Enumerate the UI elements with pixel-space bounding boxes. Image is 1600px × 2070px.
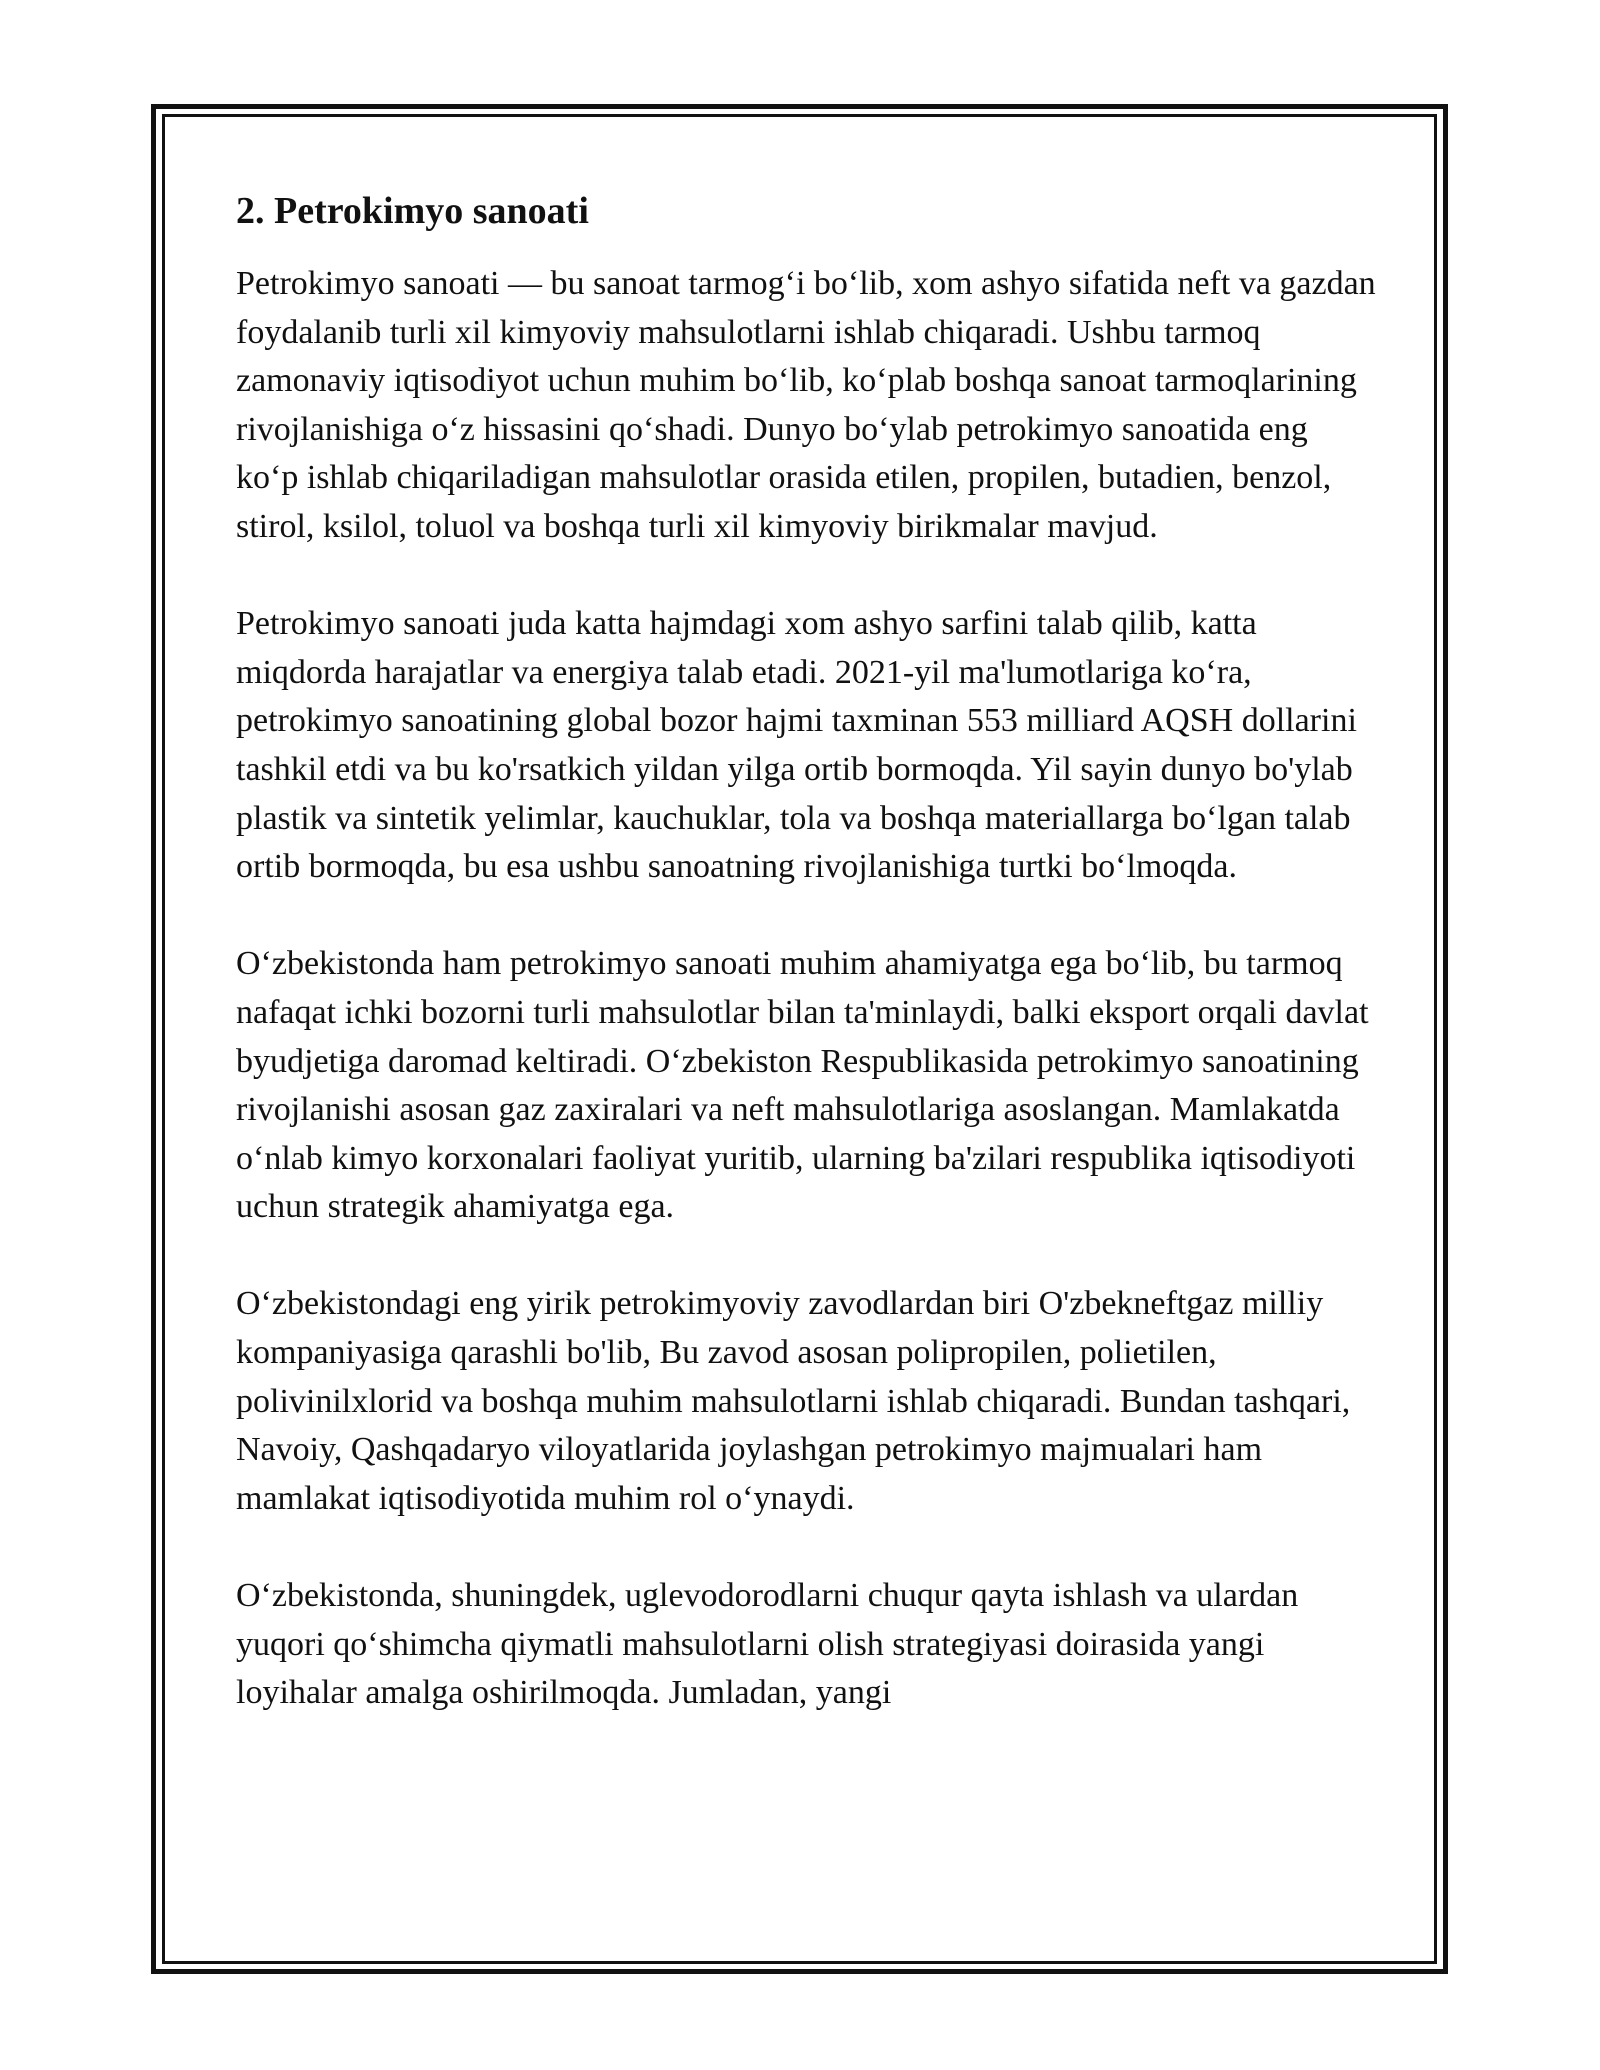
paragraph-uzbekistan-industry: O‘zbekistonda ham petrokimyo sanoati muhim ahamiyatga ega bo‘lib, bu tarmoq nafaqat ichki bozorni turli mahsulotlar bilan ta'minlaydi, balki eksport orqali davlat byudjetiga daromad keltiradi. O‘zbekiston Respublikasida petrokimyo sanoatining rivojlanishi asosan gaz zaxiralari va neft mahsulotlariga asoslangan. Mamlakatda o‘nlab kimyo korxonalari faoliyat yuritib, ularning ba'zilari respublika iqtisodiyoti uchun strategik ahamiyatga ega. bbox=[236, 945, 1369, 1226]
paragraph-petrochemical-intro: Petrokimyo sanoati — bu sanoat tarmog‘i bo‘lib, xom ashyo sifatida neft va gazdan foydalanib turli xil kimyoviy mahsulotlarni ishlab chiqaradi. Ushbu tarmoq zamonaviy iqtisodiyot uchun muhim bo‘lib, ko‘plab boshqa sanoat tarmoqlarining rivojlanishiga o‘z hissasini qo‘shadi. Dunyo bo‘ylab petrokimyo sanoatida eng ko‘p ishlab chiqariladigan mahsulotlar orasida etilen, propilen, butadien, benzol, stirol, ksilol, toluol va boshqa turli xil kimyoviy birikmalar mavjud. bbox=[236, 265, 1376, 545]
paragraph-major-plants: O‘zbekistondagi eng yirik petrokimyoviy zavodlardan biri O'zbekneftgaz milliy kompaniyasiga qarashli bo'lib, Bu zavod asosan polipropilen, polietilen, polivinilxlorid va boshqa muhim mahsulotlarni ishlab chiqaradi. Bundan tashqari, Navoiy, Qashqadaryo viloyatlarida joylashgan petrokimyo majmualari ham mamlakat iqtisodiyotida muhim rol o‘ynaydi. bbox=[236, 1285, 1351, 1517]
paragraph-new-projects: O‘zbekistonda, shuningdek, uglevodorodlarni chuqur qayta ishlash va ulardan yuqori qo‘shimcha qiymatli mahsulotlarni olish strategiyasi doirasida yangi loyihalar amalga oshirilmoqda. Jumladan, yangi bbox=[236, 1577, 1299, 1712]
section-heading: 2. Petrokimyo sanoati bbox=[236, 190, 589, 232]
paragraph-global-market: Petrokimyo sanoati juda katta hajmdagi xom ashyo sarfini talab qilib, katta miqdorda harajatlar va energiya talab etadi. 2021-yil ma'lumotlariga ko‘ra, petrokimyo sanoatining global bozor hajmi taxminan 553 milliard AQSH dollarini tashkil etdi va bu ko'rsatkich yildan yilga ortib bormoqda. Yil sayin dunyo bo'ylab plastik va sintetik yelimlar, kauchuklar, tola va boshqa materiallarga bo‘lgan talab ortib bormoqda, bu esa ushbu sanoatning rivojlanishiga turtki bo‘lmoqda. bbox=[236, 605, 1357, 886]
document-body bbox=[236, 186, 1376, 1718]
